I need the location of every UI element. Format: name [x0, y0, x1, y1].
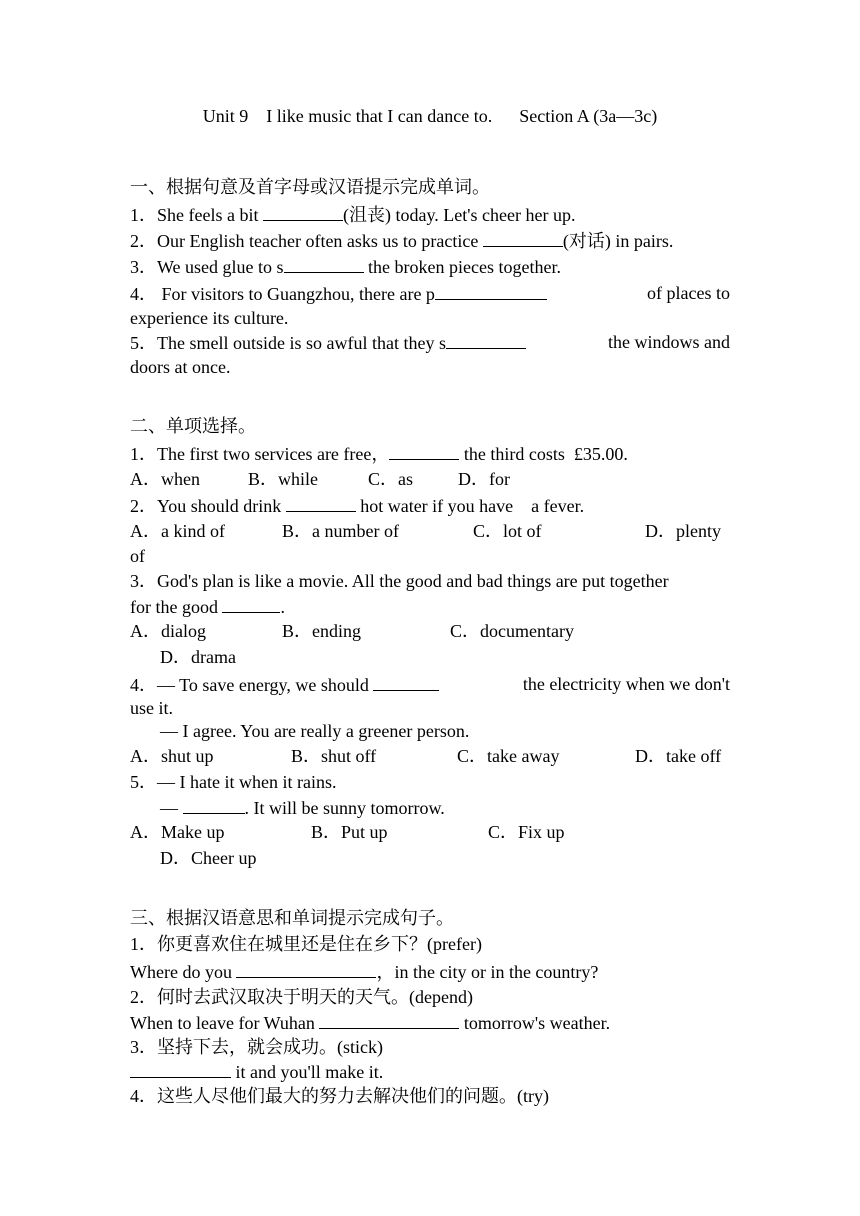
option-d[interactable]: D．for	[458, 469, 510, 489]
question-text: When to leave for Wuhan	[130, 1013, 320, 1033]
question-1-4-continued: experience its culture.	[130, 308, 289, 328]
question-text: 2．Our English teacher often asks us to practice	[130, 231, 483, 251]
answer-blank[interactable]	[183, 796, 245, 814]
option-a[interactable]: A．dialog	[130, 621, 206, 641]
option-d-continued: of	[130, 546, 145, 566]
question-text: the third costs £35.00.	[459, 444, 628, 464]
question-text: hot water if you have a fever.	[355, 496, 585, 516]
question-text: 1．The first two services are free，	[130, 444, 390, 464]
question-2-5-reply	[160, 796, 445, 819]
question-1-2	[130, 229, 673, 252]
answer-blank[interactable]	[130, 1060, 231, 1078]
option-d[interactable]: D．Cheer up	[160, 848, 257, 868]
answer-blank[interactable]	[286, 494, 356, 512]
question-1-3	[130, 255, 561, 278]
section-heading-2: 二、单项选择。	[130, 416, 256, 436]
question-text: (沮丧) today. Let's cheer her up.	[342, 205, 576, 225]
question-2-1	[130, 442, 628, 465]
option-b[interactable]: B．while	[248, 469, 318, 489]
question-text: it and you'll make it.	[231, 1062, 384, 1082]
question-3-2-chinese: 2．何时去武汉取决于明天的天气。(depend)	[130, 987, 473, 1007]
question-text: . It will be sunny tomorrow.	[244, 798, 445, 818]
question-2-3: 3．God's plan is like a movie. All the good and bad things are put together	[130, 571, 669, 591]
answer-blank[interactable]	[373, 673, 439, 691]
option-c[interactable]: C．take away	[457, 746, 560, 766]
question-2-4-reply: — I agree. You are really a greener person.	[160, 721, 470, 741]
option-c[interactable]: C．documentary	[450, 621, 574, 641]
question-3-3-chinese: 3．坚持下去，就会成功。(stick)	[130, 1037, 383, 1057]
question-3-2	[130, 1011, 610, 1034]
answer-blank[interactable]	[435, 282, 547, 300]
option-b[interactable]: B．Put up	[311, 822, 388, 842]
option-c[interactable]: C．Fix up	[488, 822, 565, 842]
answer-blank[interactable]	[483, 229, 563, 247]
option-a[interactable]: A．a kind of	[130, 521, 225, 541]
option-b[interactable]: B．shut off	[291, 746, 377, 766]
answer-blank[interactable]	[319, 1011, 459, 1029]
answer-blank[interactable]	[222, 595, 280, 613]
question-1-1	[130, 203, 575, 226]
answer-blank[interactable]	[389, 442, 459, 460]
section-heading-1: 一、根据句意及首字母或汉语提示完成单词。	[130, 177, 490, 197]
question-1-5	[130, 331, 730, 354]
question-2-5: 5．— I hate it when it rains.	[130, 772, 337, 792]
question-2-2	[130, 494, 584, 517]
question-text: —	[160, 798, 183, 818]
question-text: the electricity when we don't	[518, 674, 730, 694]
option-d[interactable]: D．drama	[160, 647, 236, 667]
question-2-4-continued: use it.	[130, 698, 173, 718]
option-d[interactable]: D．plenty	[645, 521, 721, 541]
answer-blank[interactable]	[236, 960, 376, 978]
question-text: 4． For visitors to Guangzhou, there are p	[130, 284, 435, 304]
question-3-1-chinese: 1．你更喜欢住在城里还是住在乡下？(prefer)	[130, 934, 482, 954]
answer-blank[interactable]	[263, 203, 343, 221]
question-text: (对话) in pairs.	[562, 231, 674, 251]
question-text: 2．You should drink	[130, 496, 286, 516]
question-text: 3．We used glue to s	[130, 257, 284, 277]
question-3-4-chinese: 4．这些人尽他们最大的努力去解决他们的问题。(try)	[130, 1086, 549, 1106]
answer-blank[interactable]	[284, 255, 364, 273]
option-c[interactable]: C．as	[368, 469, 413, 489]
option-b[interactable]: B．ending	[282, 621, 361, 641]
option-c[interactable]: C．lot of	[473, 521, 542, 541]
question-text: for the good	[130, 597, 223, 617]
question-2-4	[130, 673, 730, 696]
option-d[interactable]: D．take off	[635, 746, 722, 766]
question-text: the broken pieces together.	[363, 257, 561, 277]
question-3-1	[130, 960, 598, 983]
question-text: 1．She feels a bit	[130, 205, 263, 225]
question-text: tomorrow's weather.	[459, 1013, 611, 1033]
question-text: 5．The smell outside is so awful that they s	[130, 333, 446, 353]
question-text: 4．— To save energy, we should	[130, 675, 374, 695]
question-text: .	[280, 597, 285, 617]
option-a[interactable]: A．when	[130, 469, 200, 489]
option-a[interactable]: A．Make up	[130, 822, 225, 842]
question-text: the windows and	[603, 332, 730, 352]
question-2-3-continued	[130, 595, 285, 618]
section-heading-3: 三、根据汉语意思和单词提示完成句子。	[130, 908, 454, 928]
option-a[interactable]: A．shut up	[130, 746, 214, 766]
page-title: Unit 9 I like music that I can dance to. Section A (3a—3c)	[202, 106, 658, 126]
question-1-4	[130, 282, 730, 305]
question-text: ，in the city or in the country?	[376, 962, 599, 982]
question-3-3	[130, 1060, 383, 1083]
question-text: Where do you	[130, 962, 237, 982]
answer-blank[interactable]	[446, 331, 526, 349]
question-text: of places to	[642, 283, 730, 303]
option-b[interactable]: B．a number of	[282, 521, 399, 541]
question-1-5-continued: doors at once.	[130, 357, 231, 377]
